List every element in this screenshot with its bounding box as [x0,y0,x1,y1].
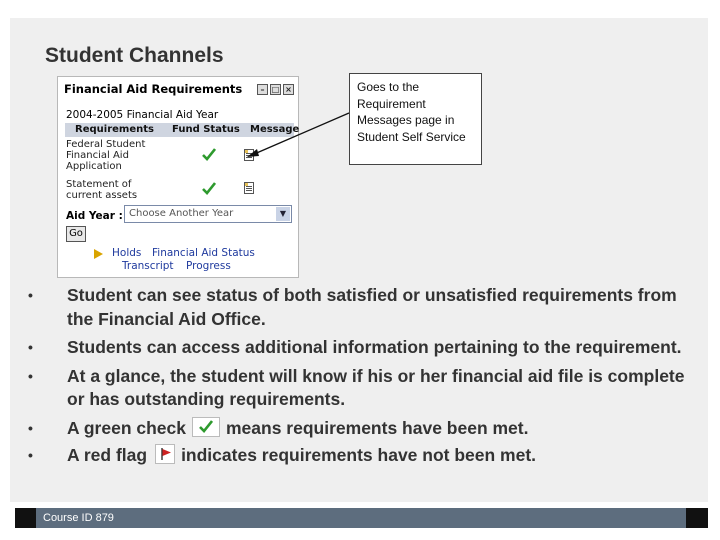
bullet-list [24,284,704,473]
footer-course-id: Course ID 879 [43,512,114,524]
close-icon[interactable]: × [283,84,294,95]
bullet-dot: • [28,447,33,463]
bullet-dot: • [28,339,33,355]
bullet-dot: • [28,367,33,384]
bullet-item [24,365,704,412]
bullet-text: Students can access additional information pertaining to the requirement. [67,337,682,357]
bullet-text: At a glance, the student will know if his or her financial aid file is complete or has outstanding requirements. [67,365,685,409]
column-fund-status: Fund Status [172,124,240,135]
slide-title: Student Channels [45,44,224,67]
footer-right-block [686,508,708,528]
bullet-dot: • [28,287,33,303]
bullet-item [24,417,704,441]
link-holds[interactable]: Holds [112,247,142,259]
callout-box: Goes to the Requirement Messages page in Student Self Service [349,73,482,165]
bullet-text: A green check [67,417,186,438]
link-transcript[interactable]: Transcript [122,260,174,272]
footer-bar [36,508,686,528]
bullet-dot: • [28,419,33,436]
aid-year-select-value: Choose Another Year [129,208,234,219]
aid-year-heading: 2004-2005 Financial Aid Year [66,109,219,121]
channel-title: Financial Aid Requirements [64,82,243,96]
requirement-name: Federal Student Financial Aid Application [66,139,146,172]
requirement-name: Statement of current assets [66,179,138,201]
bullet-text: indicates requirements have not been met. [181,445,537,465]
red-flag-icon [155,444,175,464]
column-requirements: Requirements [75,124,154,135]
aid-year-label: Aid Year : [66,210,123,222]
maximize-icon[interactable]: □ [271,84,280,94]
go-button[interactable]: Go [66,226,86,242]
bullet-text: means requirements have been met. [226,417,529,438]
bullet-item [24,444,704,468]
bullet-text: A red flag [67,445,148,465]
link-progress[interactable]: Progress [186,260,231,272]
green-check-icon [192,417,220,437]
bullet-item [24,284,704,331]
bullet-item [24,336,704,360]
chevron-down-icon[interactable]: ▼ [276,207,290,221]
bullet-text: Student can see status of both satisfied or unsatisfied requirements from the Financial Aid Office. [67,285,677,329]
link-financial-aid-status[interactable]: Financial Aid Status [152,247,255,259]
minimize-icon[interactable]: – [257,84,268,95]
footer-left-block [15,508,36,528]
column-message: Message [250,124,300,135]
